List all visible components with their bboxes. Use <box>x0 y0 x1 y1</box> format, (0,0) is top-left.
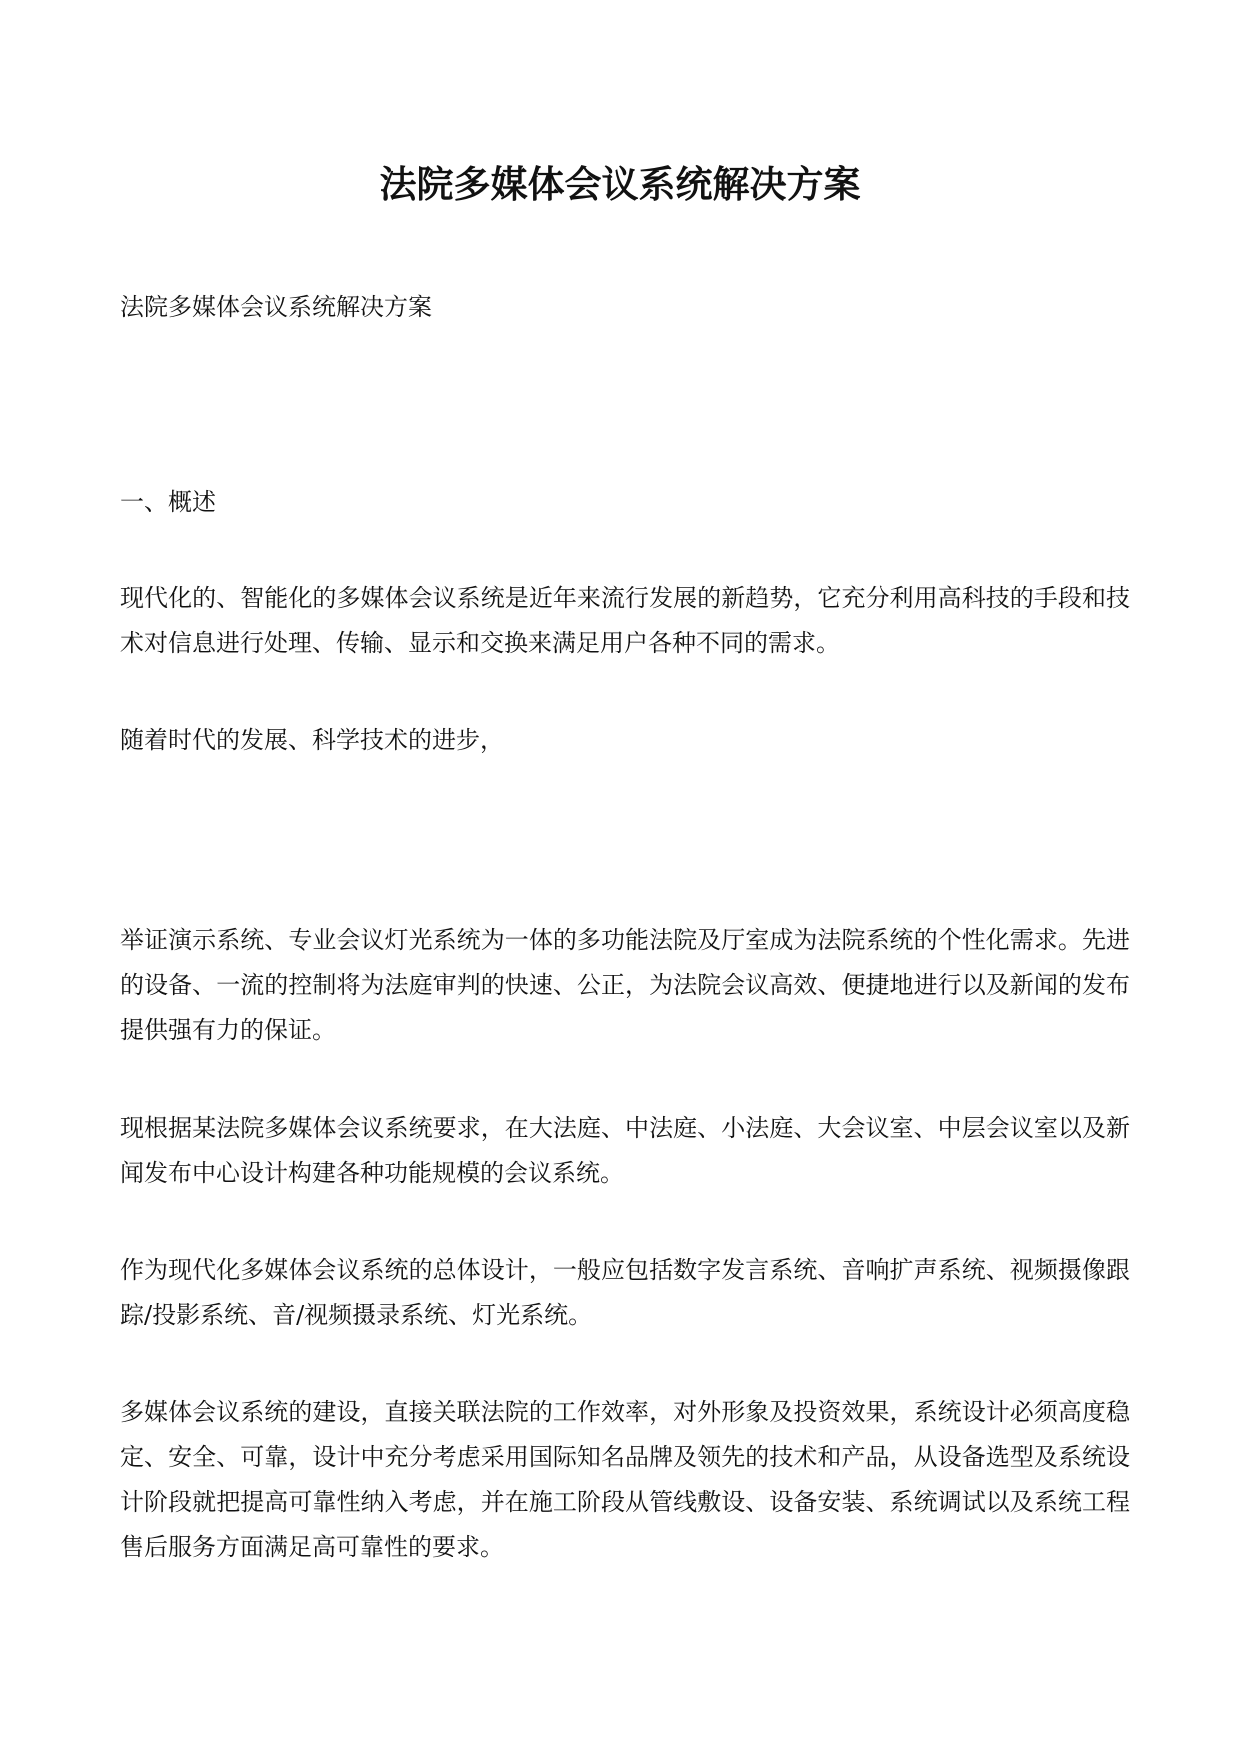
paragraph-reliability: 多媒体会议系统的建设，直接关联法院的工作效率，对外形象及投资效果，系统设计必须高度稳定、安全、可靠，设计中充分考虑采用国际知名品牌及领先的技术和产品，从设备选型及系统设计阶段就把提高可靠性纳入考虑，并在施工阶段从管线敷设、设备安装、系统调试以及系统工程售后服务方面满足高可靠性的要求。 <box>120 1398 1130 1561</box>
document-title: 法院多媒体会议系统解决方案 <box>379 162 861 206</box>
document-subtitle: 法院多媒体会议系统解决方案 <box>120 293 432 321</box>
paragraph-overall-design: 作为现代化多媒体会议系统的总体设计，一般应包括数字发言系统、音响扩声系统、视频摄像跟踪/投影系统、音/视频摄录系统、灯光系统。 <box>120 1256 1130 1329</box>
paragraph-evidence-demo: 举证演示系统、专业会议灯光系统为一体的多功能法院及厅室成为法院系统的个性化需求。先进的设备、一流的控制将为法庭审判的快速、公正，为法院会议高效、便捷地进行以及新闻的发布提供强有力的保证。 <box>120 926 1130 1044</box>
section-heading: 一、概述 <box>120 488 216 516</box>
paragraph-progress: 随着时代的发展、科学技术的进步， <box>120 726 504 754</box>
paragraph-requirements: 现根据某法院多媒体会议系统要求，在大法庭、中法庭、小法庭、大会议室、中层会议室以及新闻发布中心设计构建各种功能规模的会议系统。 <box>120 1114 1130 1187</box>
paragraph-overview: 现代化的、智能化的多媒体会议系统是近年来流行发展的新趋势，它充分利用高科技的手段和技术对信息进行处理、传输、显示和交换来满足用户各种不同的需求。 <box>120 584 1130 657</box>
